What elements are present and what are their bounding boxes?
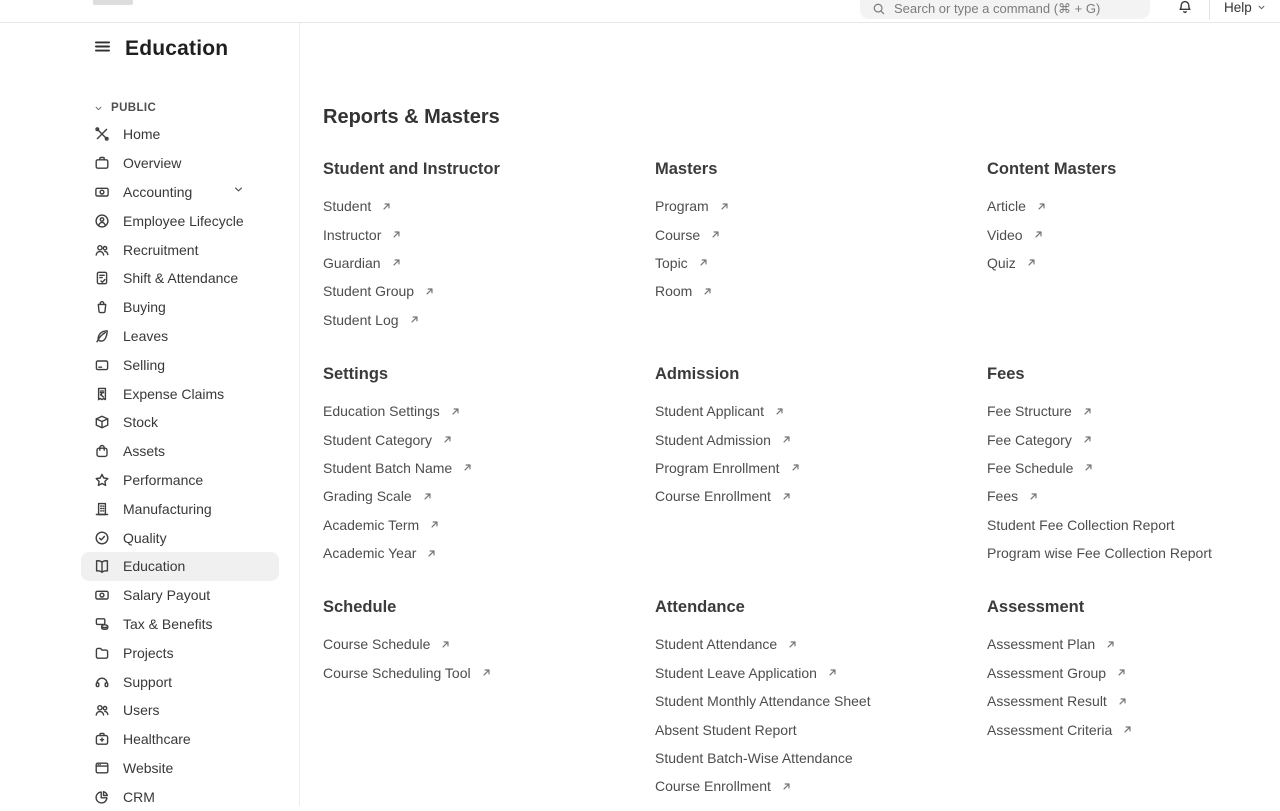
link-item[interactable] [987,425,1241,453]
link-item[interactable] [655,454,987,482]
sidebar-item-label: Accounting [123,183,193,200]
external-link-icon [450,406,461,417]
link-label: Assessment Result [987,693,1107,710]
sidebar-item-performance[interactable] [81,466,279,495]
section-schedule [323,594,655,800]
external-link-icon [790,462,801,473]
sidebar-item-buying[interactable] [81,293,279,322]
receipt-icon [94,386,110,402]
external-link-icon [781,434,792,445]
section-title: Student and Instructor [323,160,500,178]
sidebar-item-accounting[interactable] [81,178,279,207]
chevron-down-icon [1256,2,1267,13]
section-attendance [655,594,987,800]
external-link-icon [481,667,492,678]
reports-masters-grid [323,156,1241,801]
sidebar-divider [299,23,300,806]
external-link-icon [1028,491,1039,502]
section-title: Schedule [323,598,397,617]
link-item[interactable] [655,772,987,800]
external-link-icon [429,519,440,530]
sidebar-item-label: Expense Claims [123,385,225,402]
link-item[interactable] [655,425,987,453]
page-title: Reports & Masters [323,106,500,128]
external-link-icon [1026,257,1037,268]
link-label: Student Group [323,283,415,300]
handbag-icon [94,443,110,459]
sidebar-item-healthcare[interactable] [81,725,279,754]
factory-icon [94,501,110,517]
link-label: Grading Scale [323,488,412,505]
sidebar-item-label: Buying [123,299,166,316]
external-link-icon [426,548,437,559]
link-item[interactable] [655,397,987,425]
coins-icon [94,616,110,632]
link-label: Academic Year [323,545,417,562]
link-item[interactable] [987,220,1241,248]
link-label: Student Attendance [655,636,778,653]
browser-icon [94,760,110,776]
sidebar-item-label: Home [123,126,161,143]
star-icon [94,472,110,488]
sidebar-item-label: Manufacturing [123,500,212,517]
link-item[interactable] [987,482,1241,510]
link-label: Instructor [323,226,382,243]
link-item[interactable] [987,539,1241,567]
external-link-icon [1082,434,1093,445]
workspace-sidebar [81,96,279,811]
sidebar-item-label: Employee Lifecycle [123,212,244,229]
sidebar-item-leaves[interactable] [81,322,279,351]
sidebar-item-assets[interactable] [81,437,279,466]
open-book-icon [94,558,110,574]
external-link-icon [710,229,721,240]
link-item[interactable] [655,744,987,772]
sidebar-item-label: Selling [123,356,166,373]
link-label: Fee Schedule [987,459,1074,476]
section-title: Admission [655,364,740,383]
external-link-icon [1083,462,1094,473]
sidebar-item-salary-payout[interactable] [81,581,279,610]
users-icon [94,242,110,258]
sidebar-item-education[interactable] [81,552,279,581]
link-label: Student Leave Application [655,664,817,681]
notifications-button[interactable] [1177,0,1193,20]
sidebar-item-label: Users [123,702,160,719]
link-item[interactable] [323,192,655,220]
link-item[interactable] [655,659,987,687]
topbar-divider [1209,0,1210,20]
link-item[interactable] [323,249,655,277]
shopping-bag-icon [94,299,110,315]
sidebar-item-label: Projects [123,644,174,661]
link-label: Video [987,226,1023,243]
external-link-icon [787,639,798,650]
section-title: Assessment [987,598,1085,617]
link-item[interactable] [987,659,1241,687]
external-link-icon [781,781,792,792]
link-label: Student Monthly Attendance Sheet [655,693,871,710]
sidebar-item-users[interactable] [81,696,279,725]
card-icon [94,357,110,373]
link-item[interactable] [987,715,1241,743]
link-item[interactable] [987,397,1241,425]
workspace-title: Education [125,37,229,60]
link-label: Program Enrollment [655,459,780,476]
link-label: Student Log [323,311,399,328]
link-label: Student [323,198,372,215]
external-link-icon [719,201,730,212]
sidebar-item-label: Performance [123,471,204,488]
sidebar-item-employee-lifecycle[interactable] [81,206,279,235]
cash-icon [94,184,110,200]
link-label: Course Enrollment [655,778,771,795]
section-title: Attendance [655,598,745,617]
external-link-icon [1116,667,1127,678]
link-item[interactable] [323,630,655,658]
link-label: Program wise Fee Collection Report [987,545,1212,562]
link-label: Student Batch Name [323,459,453,476]
sidebar-item-expense-claims[interactable] [81,379,279,408]
external-link-icon [1122,724,1133,735]
link-label: Course Enrollment [655,488,771,505]
external-link-icon [424,286,435,297]
cash-icon [94,587,110,603]
link-item[interactable] [987,192,1241,220]
link-label: Student Fee Collection Report [987,516,1175,533]
section-title: Settings [323,364,389,383]
sidebar-item-label: Healthcare [123,731,191,748]
tools-icon [94,126,110,142]
search-placeholder: Search or type a command (⌘ + G) [894,1,1101,16]
link-item[interactable] [655,249,987,277]
external-link-icon [440,639,451,650]
chevron-down-icon [232,183,245,196]
link-item[interactable] [655,715,987,743]
link-label: Fee Category [987,431,1072,448]
section-title: Fees [987,364,1025,383]
link-label: Absent Student Report [655,721,797,738]
workspace-header [93,37,228,61]
bell-icon [1177,0,1193,15]
sidebar-item-label: Stock [123,414,159,431]
link-item[interactable] [987,687,1241,715]
external-link-icon [1036,201,1047,212]
link-label: Topic [655,254,688,271]
external-link-icon [702,286,713,297]
section-title: Content Masters [987,160,1117,178]
sidebar-item-label: Education [123,558,186,575]
external-link-icon [422,491,433,502]
link-item[interactable] [987,249,1241,277]
link-label: Quiz [987,254,1016,271]
sidebar-item-label: Overview [123,155,182,172]
users-icon [94,702,110,718]
external-link-icon [381,201,392,212]
sidebar-item-crm[interactable] [81,782,279,811]
sidebar-item-overview[interactable] [81,149,279,178]
sidebar-item-shift-attendance[interactable] [81,264,279,293]
folder-icon [94,645,110,661]
headset-icon [94,674,110,690]
help-label: Help [1224,0,1252,15]
link-label: Student Category [323,431,432,448]
section-fees [987,361,1241,567]
external-link-icon [391,257,402,268]
sidebar-section-label: PUBLIC [111,102,157,114]
link-item[interactable] [655,630,987,658]
link-item[interactable] [323,397,655,425]
sidebar-item-label: Recruitment [123,241,199,258]
link-item[interactable] [323,454,655,482]
section-settings [323,361,655,567]
section-masters [655,156,987,334]
sidebar-section-public[interactable] [81,96,279,120]
link-item[interactable] [323,539,655,567]
external-link-icon [1082,406,1093,417]
section-student-and-instructor [323,156,655,334]
sidebar-item-quality[interactable] [81,523,279,552]
sidebar-item-label: Tax & Benefits [123,615,213,632]
sidebar-item-label: Quality [123,529,167,546]
link-label: Student Applicant [655,403,764,420]
external-link-icon [1105,639,1116,650]
link-item[interactable] [655,192,987,220]
sidebar-item-home[interactable] [81,120,279,149]
sidebar-item-label: CRM [123,788,155,805]
sidebar-item-label: Assets [123,443,166,460]
check-circle-icon [94,530,110,546]
menu-icon [93,37,112,56]
file-check-icon [94,270,110,286]
medical-kit-icon [94,731,110,747]
link-item[interactable] [655,220,987,248]
expand-accounting-button[interactable] [232,183,245,201]
search-icon [872,2,886,16]
link-label: Assessment Plan [987,636,1096,653]
link-item[interactable] [323,277,655,305]
link-label: Course [655,226,701,243]
link-label: Student Batch-Wise Attendance [655,750,853,767]
chevron-down-icon [93,103,104,114]
box-icon [94,414,110,430]
sidebar-item-recruitment[interactable] [81,235,279,264]
external-link-icon [409,314,420,325]
external-link-icon [391,229,402,240]
sidebar-item-tax-benefits[interactable] [81,610,279,639]
link-item[interactable] [323,482,655,510]
link-item[interactable] [323,306,655,334]
external-link-icon [1117,696,1128,707]
sidebar-toggle-button[interactable] [93,37,112,61]
sidebar-item-label: Leaves [123,327,169,344]
section-title: Masters [655,160,718,178]
external-link-icon [698,257,709,268]
sidebar-item-label: Support [123,673,173,690]
external-link-icon [462,462,473,473]
sidebar-item-manufacturing[interactable] [81,494,279,523]
link-label: Course Scheduling Tool [323,664,471,681]
section-admission [655,361,987,567]
link-item[interactable] [987,630,1241,658]
link-label: Program [655,198,709,215]
link-item[interactable] [323,659,655,687]
link-label: Course Schedule [323,636,431,653]
link-item[interactable] [323,425,655,453]
help-dropdown[interactable] [1224,0,1267,15]
sidebar-item-label: Shift & Attendance [123,270,239,287]
link-item[interactable] [323,511,655,539]
sidebar-item-selling[interactable] [81,350,279,379]
link-label: Education Settings [323,403,440,420]
sidebar-item-label: Salary Payout [123,587,211,604]
external-link-icon [827,667,838,678]
top-navbar [0,0,1280,23]
external-link-icon [781,491,792,502]
global-search-input[interactable] [860,0,1150,19]
link-label: Guardian [323,254,381,271]
link-label: Student Admission [655,431,771,448]
link-label: Article [987,198,1026,215]
link-item[interactable] [655,687,987,715]
link-label: Fees [987,488,1019,505]
link-item[interactable] [323,220,655,248]
user-circle-icon [94,213,110,229]
sidebar-item-support[interactable] [81,667,279,696]
link-label: Academic Term [323,516,420,533]
external-link-icon [774,406,785,417]
sidebar-item-website[interactable] [81,754,279,783]
link-label: Room [655,283,693,300]
link-item[interactable] [655,482,987,510]
section-assessment [987,594,1241,800]
app-logo[interactable] [93,0,133,5]
pie-chart-icon [94,789,110,805]
leaf-icon [94,328,110,344]
link-label: Fee Structure [987,403,1072,420]
sidebar-item-label: Website [123,759,174,776]
link-item[interactable] [655,277,987,305]
sidebar-item-projects[interactable] [81,638,279,667]
briefcase-icon [94,155,110,171]
section-content-masters [987,156,1241,334]
link-label: Assessment Group [987,664,1107,681]
external-link-icon [1033,229,1044,240]
sidebar-item-stock[interactable] [81,408,279,437]
external-link-icon [442,434,453,445]
link-item[interactable] [987,511,1241,539]
link-item[interactable] [987,454,1241,482]
link-label: Assessment Criteria [987,721,1113,738]
